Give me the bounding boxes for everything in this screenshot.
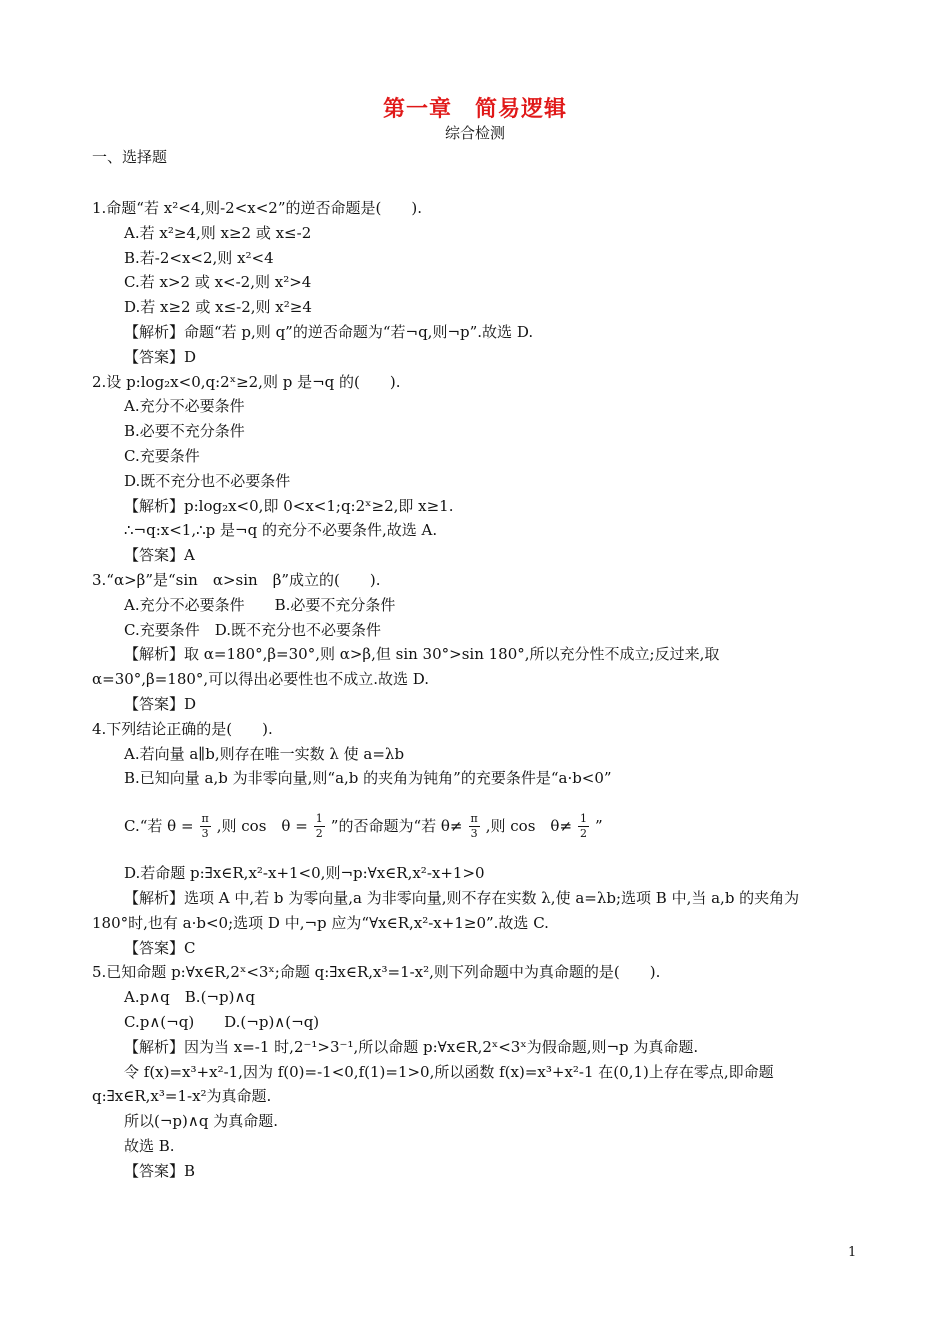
q2-option-b: B.必要不充分条件 bbox=[124, 422, 245, 441]
q4-analysis-1: 【解析】选项 A 中,若 b 为零向量,a 为非零向量,则不存在实数 λ,使 a=λb;选项 B 中,当 a,b 的夹角为 bbox=[124, 888, 800, 907]
q4-option-a: A.若向量 a∥b,则存在唯一实数 λ 使 a=λb bbox=[124, 744, 405, 763]
q4-analysis-2: 180°时,也有 a·b<0;选项 D 中,¬p 应为“∀x∈R,x²-x+1≥0”.故选 C. bbox=[92, 913, 549, 932]
fraction-denominator: 2 bbox=[315, 826, 323, 840]
q4-c-fraction-4 bbox=[578, 812, 589, 841]
fraction-denominator: 3 bbox=[201, 826, 209, 840]
q2-option-c: C.充要条件 bbox=[124, 446, 200, 465]
q4-c-text-1: C.“若 θ = bbox=[124, 816, 194, 835]
q3-options-cd: C.充要条件 D.既不充分也不必要条件 bbox=[124, 620, 381, 639]
q4-option-c bbox=[92, 791, 867, 861]
q4-c-text-3: ”的否命题为“若 θ≠ bbox=[330, 816, 463, 835]
q5-answer: 【答案】B bbox=[124, 1161, 196, 1180]
q1-stem: 1.命题“若 x²<4,则-2<x<2”的逆否命题是( ). bbox=[92, 199, 422, 217]
q5-analysis-5: 故选 B. bbox=[124, 1136, 175, 1155]
q3-analysis-1: 【解析】取 α=180°,β=30°,则 α>β,但 sin 30°>sin 180°,所以充分性不成立;反过来,取 bbox=[124, 645, 720, 664]
q4-stem: 4.下列结论正确的是( ). bbox=[92, 719, 273, 738]
q4-c-text-5: ” bbox=[595, 816, 603, 835]
q2-answer: 【答案】A bbox=[124, 546, 195, 565]
page-number: 1 bbox=[848, 1245, 857, 1260]
q2-analysis-2: ∴¬q:x<1,∴p 是¬q 的充分不必要条件,故选 A. bbox=[124, 521, 438, 540]
q5-analysis-3: q:∃x∈R,x³=1-x²为真命题. bbox=[92, 1087, 272, 1106]
q3-options-ab: A.充分不必要条件 B.必要不充分条件 bbox=[124, 595, 396, 614]
q5-options-ab: A.p∧q B.(¬p)∧q bbox=[124, 988, 256, 1007]
q4-c-fraction-3 bbox=[469, 812, 480, 841]
fraction-numerator: π bbox=[201, 811, 209, 825]
fraction-numerator: 1 bbox=[580, 811, 588, 825]
q1-option-d: D.若 x≥2 或 x≤-2,则 x²≥4 bbox=[124, 298, 312, 317]
q3-answer: 【答案】D bbox=[124, 694, 197, 713]
q4-option-b: B.已知向量 a,b 为非零向量,则“a,b 的夹角为钝角”的充要条件是“a·b<0” bbox=[124, 769, 612, 788]
fraction-denominator: 3 bbox=[470, 826, 478, 840]
q2-option-d: D.既不充分也不必要条件 bbox=[124, 471, 291, 490]
q4-c-text-2: ,则 cos θ = bbox=[216, 816, 308, 835]
chapter-subtitle: 综合检测 bbox=[444, 124, 505, 142]
q1-analysis: 【解析】命题“若 p,则 q”的逆否命题为“若¬q,则¬p”.故选 D. bbox=[124, 322, 534, 341]
question-list bbox=[92, 196, 867, 1183]
fraction-numerator: π bbox=[470, 811, 478, 825]
q1-option-c: C.若 x>2 或 x<-2,则 x²>4 bbox=[124, 273, 312, 292]
q3-stem: 3.“α>β”是“sin α>sin β”成立的( ). bbox=[92, 570, 381, 589]
q4-c-fraction-1 bbox=[200, 812, 211, 841]
q5-stem: 5.已知命题 p:∀x∈R,2ˣ<3ˣ;命题 q:∃x∈R,x³=1-x²,则下列命题中为真命题的是( ). bbox=[92, 963, 661, 982]
q1-option-b: B.若-2<x<2,则 x²<4 bbox=[124, 248, 274, 267]
q5-analysis-4: 所以(¬p)∧q 为真命题. bbox=[124, 1112, 278, 1131]
q2-option-a: A.充分不必要条件 bbox=[124, 397, 245, 416]
q5-analysis-1: 【解析】因为当 x=-1 时,2⁻¹>3⁻¹,所以命题 p:∀x∈R,2ˣ<3ˣ为假命题,则¬p 为真命题. bbox=[124, 1037, 699, 1056]
fraction-denominator: 2 bbox=[580, 826, 588, 840]
chapter-title: 第一章 简易逻辑 bbox=[382, 96, 567, 122]
q2-stem: 2.设 p:log₂x<0,q:2ˣ≥2,则 p 是¬q 的( ). bbox=[92, 372, 401, 391]
q1-answer: 【答案】D bbox=[124, 347, 197, 366]
q1-option-a: A.若 x²≥4,则 x≥2 或 x≤-2 bbox=[124, 223, 312, 242]
q4-answer: 【答案】C bbox=[124, 938, 196, 957]
q4-c-fraction-2 bbox=[314, 812, 325, 841]
q4-c-text-4: ,则 cos θ≠ bbox=[485, 816, 573, 835]
q4-option-d: D.若命题 p:∃x∈R,x²-x+1<0,则¬p:∀x∈R,x²-x+1>0 bbox=[124, 864, 485, 883]
q3-analysis-2: α=30°,β=180°,可以得出必要性也不成立.故选 D. bbox=[92, 670, 429, 689]
q5-analysis-2: 令 f(x)=x³+x²-1,因为 f(0)=-1<0,f(1)=1>0,所以函数 f(x)=x³+x²-1 在(0,1)上存在零点,即命题 bbox=[124, 1062, 774, 1081]
q5-options-cd: C.p∧(¬q) D.(¬p)∧(¬q) bbox=[124, 1012, 320, 1031]
q2-analysis-1: 【解析】p:log₂x<0,即 0<x<1;q:2ˣ≥2,即 x≥1. bbox=[124, 496, 454, 515]
section-heading: 一、选择题 bbox=[92, 148, 168, 166]
fraction-numerator: 1 bbox=[315, 811, 323, 825]
